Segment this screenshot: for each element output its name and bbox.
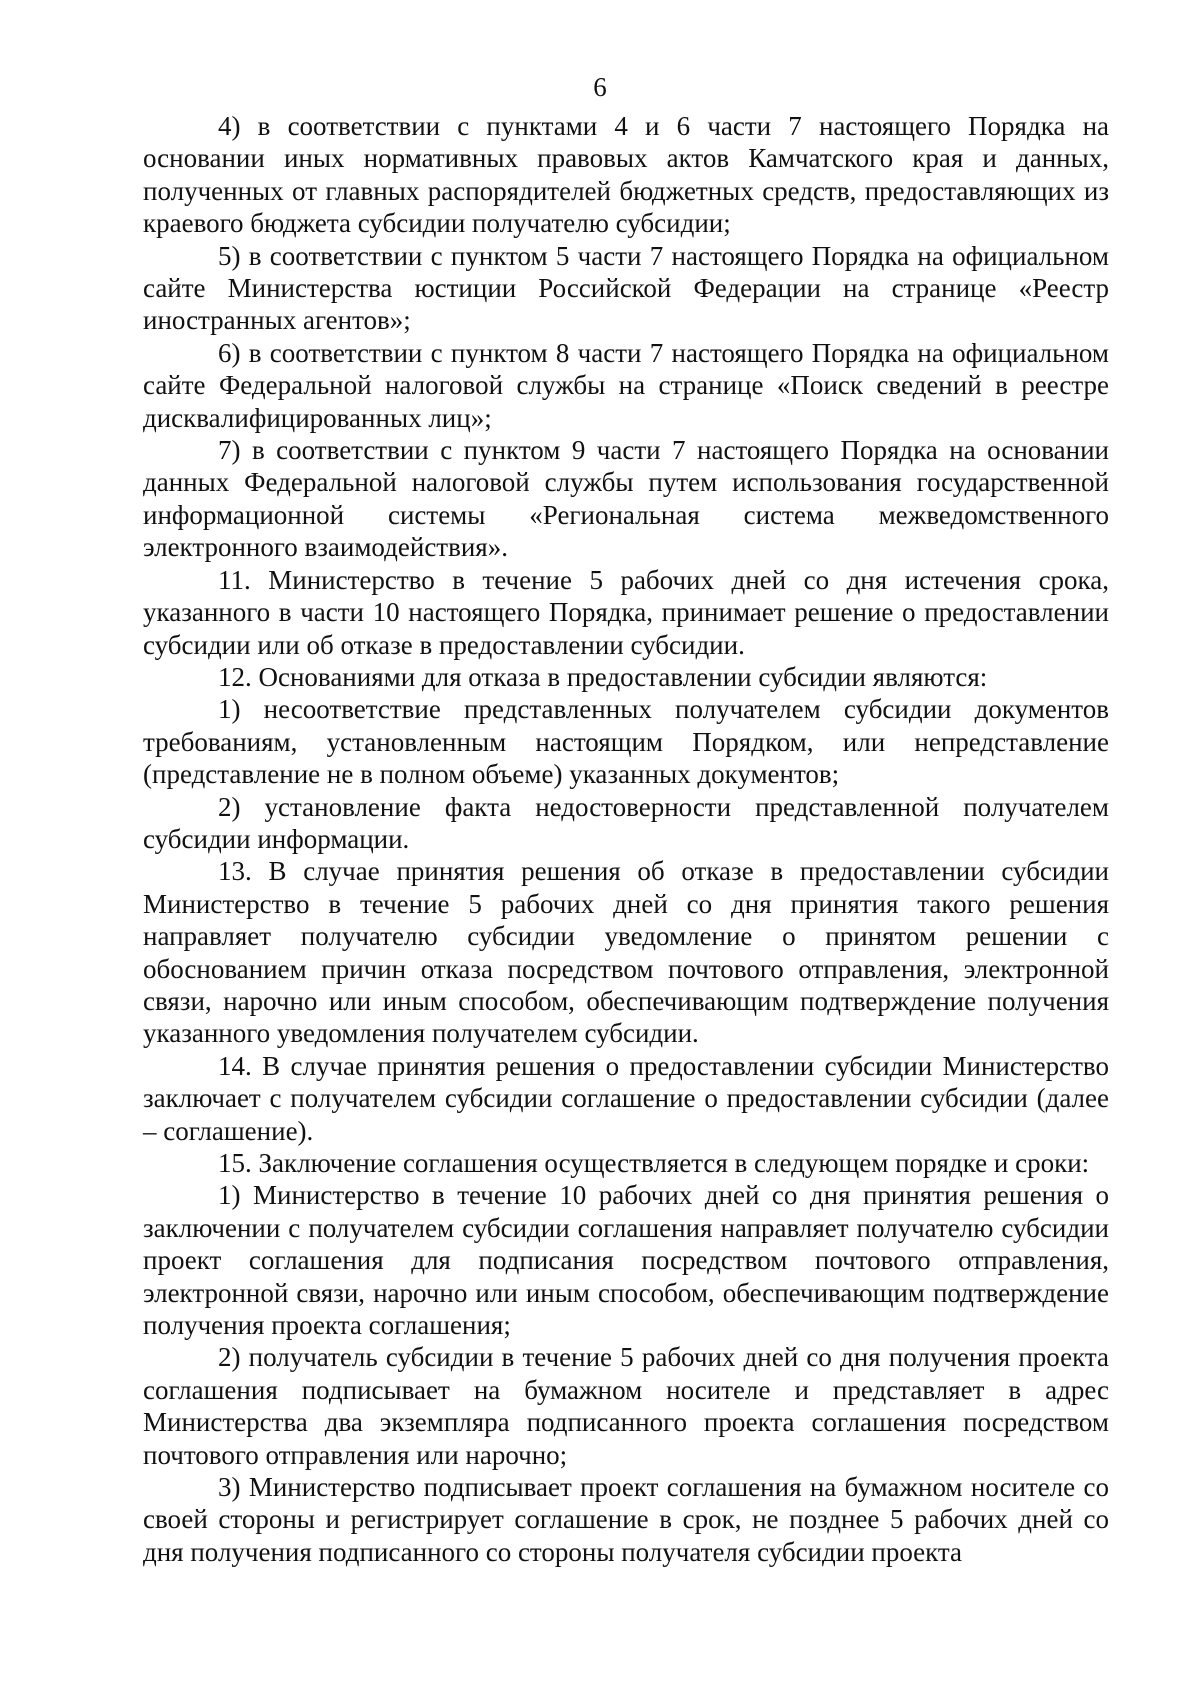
paragraph-section-11: 11. Министерство в течение 5 рабочих дней со дня истечения срока, указанного в части 10 настоящего Порядка, принимает решение о предоставлении субсидии или об отказе в предоставлении субсидии. xyxy=(143,564,1109,660)
document-body xyxy=(143,110,1109,1568)
paragraph-section-12: 12. Основаниями для отказа в предоставлении субсидии являются: xyxy=(218,661,988,692)
paragraph-item-4: 4) в соответствии с пунктами 4 и 6 части 7 настоящего Порядка на основании иных нормативных правовых актов Камчатского края и данных, полученных от главных распорядителей бюджетных средств, предоставляющих из краевого бюджета субсидии получателю субсидии; xyxy=(143,111,1109,239)
paragraph-item-5: 5) в соответствии с пунктом 5 части 7 настоящего Порядка на официальном сайте Министерства юстиции Российской Федерации на странице «Реестр иностранных агентов»; xyxy=(143,240,1109,336)
page-number: 6 xyxy=(593,72,607,102)
paragraph-section-13: 13. В случае принятия решения об отказе в предоставлении субсидии Министерство в течение 5 рабочих дней со дня принятия такого решения направляет получателю субсидии уведомление о принятом решении с обоснованием причин отказа посредством почтового отправления, электронной связи, нарочно или иным способом, обеспечивающим подтверждение получения указанного уведомления получателем субсидии. xyxy=(143,856,1109,1049)
paragraph-section-12-item-2: 2) установление факта недостоверности представленной получателем субсидии информации. xyxy=(143,791,1109,854)
paragraph-section-15-item-1: 1) Министерство в течение 10 рабочих дней со дня принятия решения о заключении с получателем субсидии соглашения направляет получателю субсидии проект соглашения для подписания посредством почтового отправления, электронной связи, нарочно или иным способом, обеспечивающим подтверждение получения проекта соглашения; xyxy=(143,1180,1109,1341)
paragraph-item-6: 6) в соответствии с пунктом 8 части 7 настоящего Порядка на официальном сайте Федеральной налоговой службы на странице «Поиск сведений в реестре дисквалифицированных лиц»; xyxy=(143,337,1109,433)
paragraph-section-14: 14. В случае принятия решения о предоставлении субсидии Министерство заключает с получателем субсидии соглашение о предоставлении субсидии (далее – соглашение). xyxy=(143,1050,1109,1146)
paragraph-section-15: 15. Заключение соглашения осуществляется в следующем порядке и сроки: xyxy=(218,1148,1090,1178)
paragraph-item-7: 7) в соответствии с пунктом 9 части 7 настоящего Порядка на основании данных Федеральной налоговой службы путем использования государственной информационной системы «Региональная система межведомственного электронного взаимодействия». xyxy=(143,435,1109,563)
paragraph-section-15-item-3: 3) Министерство подписывает проект соглашения на бумажном носителе со своей стороны и регистрирует соглашение в срок, не позднее 5 рабочих дней со дня получения подписанного со стороны получателя субсидии проекта xyxy=(143,1472,1109,1567)
paragraph-section-15-item-2: 2) получатель субсидии в течение 5 рабочих дней со дня получения проекта соглашения подписывает на бумажном носителе и представляет в адрес Министерства два экземпляра подписанного проекта соглашения посредством почтового отправления или нарочно; xyxy=(143,1342,1109,1470)
paragraph-section-12-item-1: 1) несоответствие представленных получателем субсидии документов требованиям, установленным настоящим Порядком, или непредставление (представление не в полном объеме) указанных документов; xyxy=(143,694,1109,790)
